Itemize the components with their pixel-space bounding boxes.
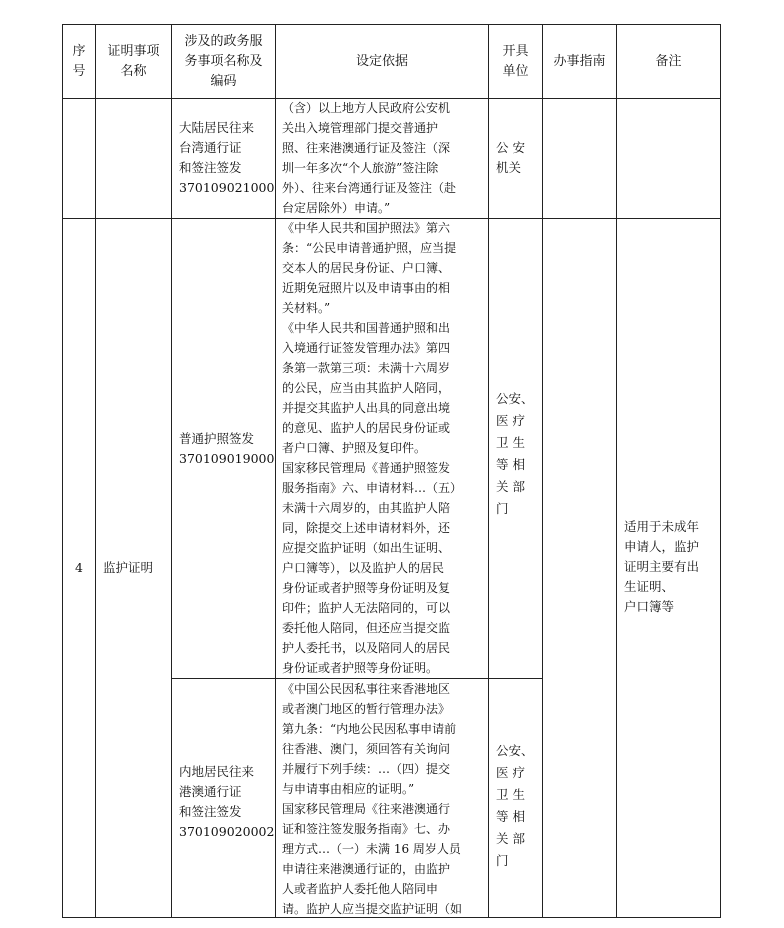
basis-line: 证和签注签发服务指南》七、办 xyxy=(282,822,451,836)
basis-line: 近期免冠照片以及申请事由的相 xyxy=(282,281,451,295)
row4-seq-text: 4 xyxy=(75,560,83,575)
remark-line: 证明主要有出 xyxy=(624,559,700,574)
header-cert-name-line: 证明事项 xyxy=(107,43,160,59)
basis-line: 并提交其监护人出具的同意出境 xyxy=(282,401,451,415)
header-remark-text: 备注 xyxy=(655,53,682,69)
header-remark xyxy=(617,25,720,98)
basis-line: 同，除提交上述申请材料外，还 xyxy=(282,521,451,535)
basis-line: 未满十六周岁的，由其监护人陪 xyxy=(282,501,451,515)
grid-vline xyxy=(95,24,96,918)
header-unit-line: 单位 xyxy=(502,63,529,79)
row-top-service-line: 大陆居民往来 xyxy=(179,120,255,135)
basis-line: 的公民，应当由其监护人陪同， xyxy=(282,381,451,395)
service-line: 内地居民往来 xyxy=(179,764,255,779)
grid-vline xyxy=(720,24,721,918)
row4-remark xyxy=(624,517,718,617)
service-line: 和签注签发 xyxy=(179,804,242,819)
grid-vline xyxy=(542,24,543,918)
basis-line: 身份证或者护照等身份证明及复 xyxy=(282,581,451,595)
service-line: 普通护照签发 xyxy=(179,431,255,446)
unit-line: 门 xyxy=(496,853,509,868)
unit-line: 医 疗 xyxy=(496,765,525,780)
unit-line: 公安、 xyxy=(496,391,534,406)
row4-sub2-basis xyxy=(282,679,486,919)
basis-line: 并履行下列手续：…（四）提交 xyxy=(282,762,451,776)
basis-line: 国家移民管理局《普通护照签发 xyxy=(282,461,451,475)
basis-line: 服务指南》六、申请材料…（五） xyxy=(282,481,463,495)
basis-line: 外）、往来台湾通行证及签注（赴 xyxy=(282,181,457,195)
basis-line: 印件；监护人无法陪同的，可以 xyxy=(282,601,451,615)
basis-line: 护人委托书，以及陪同人的居民 xyxy=(282,641,451,655)
basis-line: 者户口簿、护照及复印件。 xyxy=(282,441,427,455)
row4-sub1-basis xyxy=(282,218,486,678)
header-cert-name-line: 名称 xyxy=(120,63,147,79)
basis-line: 身份证或者护照等身份证明。 xyxy=(282,661,439,675)
row-top-service-line: 台湾通行证 xyxy=(179,140,242,155)
basis-line: 关材料。” xyxy=(282,301,331,315)
row4-sub2-service xyxy=(179,762,274,842)
service-line: 港澳通行证 xyxy=(179,784,242,799)
header-seq-line: 序 xyxy=(72,43,86,59)
row4-sub1-service xyxy=(179,429,274,469)
unit-line: 卫 生 xyxy=(496,435,525,450)
basis-line: 国家移民管理局《往来港澳通行 xyxy=(282,802,451,816)
service-code: 370109019000 xyxy=(179,451,275,466)
unit-line: 医 疗 xyxy=(496,413,525,428)
header-service-line: 涉及的政务服 xyxy=(184,33,263,49)
header-unit-line: 开具 xyxy=(502,43,529,59)
basis-line: 申请往来港澳通行证的，由监护 xyxy=(282,862,451,876)
header-guide-text: 办事指南 xyxy=(553,53,606,69)
header-cert-name xyxy=(96,25,171,98)
unit-line: 关 部 xyxy=(496,479,525,494)
basis-line: 交本人的居民身份证、户口簿、 xyxy=(282,261,451,275)
basis-line: 请。监护人应当提交监护证明（如 xyxy=(282,902,463,916)
row-top-service-code: 370109021000 xyxy=(179,180,275,195)
unit-line: 卫 生 xyxy=(496,787,525,802)
basis-line: 条第一款第三项：未满十六周岁 xyxy=(282,361,451,375)
unit-line: 等 相 xyxy=(496,809,525,824)
unit-line: 关 部 xyxy=(496,831,525,846)
row-top-service-line: 和签注签发 xyxy=(179,160,242,175)
header-unit xyxy=(489,25,542,98)
header-seq xyxy=(63,25,95,98)
header-seq-line: 号 xyxy=(72,63,86,79)
header-service xyxy=(172,25,275,98)
basis-line: 《中华人民共和国护照法》第六 xyxy=(282,221,451,235)
remark-line: 户口簿等 xyxy=(624,599,675,614)
basis-line: 理方式…（一）未满 16 周岁人员 xyxy=(282,842,461,856)
row4-seq xyxy=(63,558,95,578)
grid-vline xyxy=(488,24,489,918)
basis-line: 往香港、澳门，须回答有关询问 xyxy=(282,742,451,756)
basis-line: 与申请事由相应的证明。” xyxy=(282,782,415,796)
row4-cert-name xyxy=(103,558,169,578)
basis-line: 委托他人陪同，但还应当提交监 xyxy=(282,621,451,635)
basis-line: 圳一年多次“个人旅游”签注除 xyxy=(282,161,439,175)
basis-line: 关出入境管理部门提交普通护 xyxy=(282,121,439,135)
basis-line: 人或者监护人委托他人陪同申 xyxy=(282,882,439,896)
basis-line: 《中国公民因私事往来香港地区 xyxy=(282,682,451,696)
header-guide xyxy=(543,25,616,98)
basis-line: 台定居除外）申请。” xyxy=(282,201,391,215)
unit-line: 公安、 xyxy=(496,743,534,758)
unit-line: 机关 xyxy=(496,160,522,175)
basis-line: 《中华人民共和国普通护照和出 xyxy=(282,321,451,335)
grid-vline xyxy=(62,24,63,918)
service-code: 370109020002 xyxy=(179,824,275,839)
basis-line: 照、往来港澳通行证及签注（深 xyxy=(282,141,451,155)
remark-line: 生证明、 xyxy=(624,579,675,594)
row-top-service xyxy=(179,118,274,198)
header-service-line: 编码 xyxy=(210,73,237,89)
basis-line: 第九条：“内地公民因私事申请前 xyxy=(282,722,457,736)
row4-cert-name-text: 监护证明 xyxy=(103,560,154,575)
row4-sub2-unit xyxy=(496,740,540,872)
grid-vline xyxy=(616,24,617,918)
remark-line: 适用于未成年 xyxy=(624,519,700,534)
row-top-basis xyxy=(282,98,486,218)
remark-line: 申请人，监护 xyxy=(624,539,700,554)
grid-vline xyxy=(275,24,276,918)
grid-vline xyxy=(171,24,172,918)
row4-sub1-unit xyxy=(496,388,540,520)
basis-line: 或者澳门地区的暂行管理办法》 xyxy=(282,702,451,716)
basis-line: 条：“公民申请普通护照，应当提 xyxy=(282,241,457,255)
basis-line: 应提交监护证明（如出生证明、 xyxy=(282,541,451,555)
header-service-line: 务事项名称及 xyxy=(184,53,263,69)
basis-line: 户口簿等），以及监护人的居民 xyxy=(282,561,445,575)
unit-line: 门 xyxy=(496,501,509,516)
row-top-unit xyxy=(496,138,540,178)
basis-line: （含）以上地方人民政府公安机 xyxy=(282,101,451,115)
basis-line: 入境通行证签发管理办法》第四 xyxy=(282,341,451,355)
unit-line: 等 相 xyxy=(496,457,525,472)
unit-line: 公 安 xyxy=(496,140,525,155)
header-basis xyxy=(276,25,488,98)
basis-line: 的意见、监护人的居民身份证或 xyxy=(282,421,451,435)
header-basis-text: 设定依据 xyxy=(355,53,408,69)
